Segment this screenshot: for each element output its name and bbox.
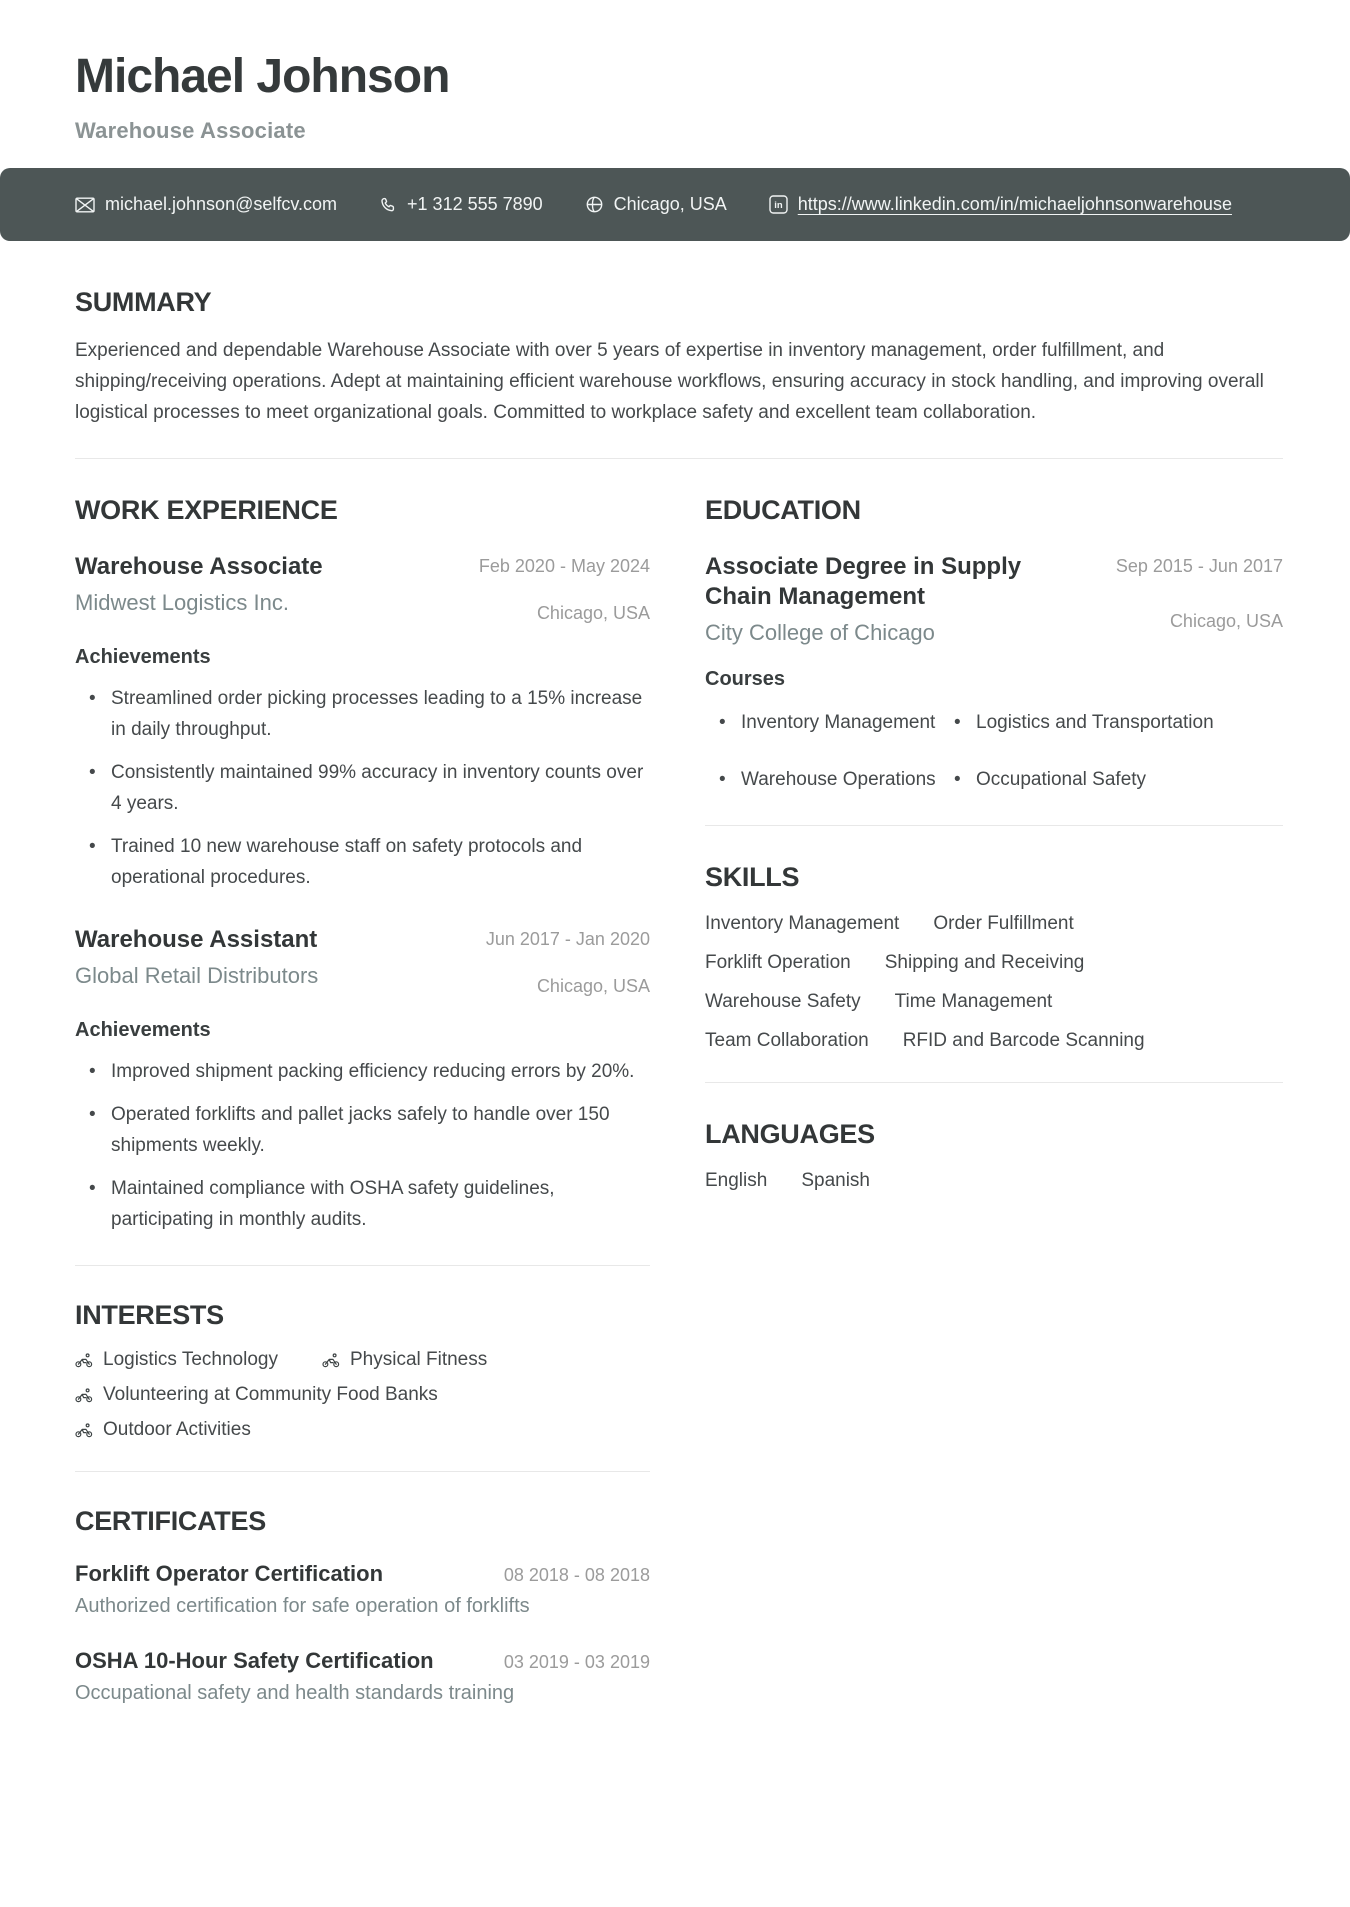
courses-list: [705, 707, 1283, 795]
certificates-heading: CERTIFICATES: [75, 1506, 266, 1537]
phone-icon: [379, 196, 397, 214]
job-meta: [486, 925, 650, 997]
job-location: Chicago, USA: [536, 603, 650, 624]
interest-label: Physical Fitness: [349, 1349, 488, 1371]
cyclist-icon: [75, 1423, 93, 1438]
contact-location: [585, 194, 727, 215]
work-experience-section: [75, 495, 650, 1235]
job-location: Chicago, USA: [536, 976, 650, 997]
interest-item: [75, 1349, 278, 1371]
courses-label: Courses: [705, 668, 786, 691]
interest-label: Logistics Technology: [103, 1349, 278, 1371]
cyclist-icon: [75, 1353, 93, 1368]
certificate-title: OSHA 10-Hour Safety Certification: [75, 1648, 434, 1674]
achievement-item: • Improved shipment packing efficiency reducing errors by 20%.: [75, 1056, 650, 1087]
work-heading: WORK EXPERIENCE: [75, 495, 338, 526]
left-column: [75, 495, 650, 1705]
candidate-title: Warehouse Associate: [75, 118, 306, 144]
course-item: • Occupational Safety: [940, 764, 1283, 795]
interests-list: [75, 1349, 650, 1441]
contact-phone-text: +1 312 555 7890: [407, 194, 543, 215]
section-divider: [705, 1082, 1283, 1083]
job-title: Warehouse Assistant: [75, 926, 318, 954]
right-column: [705, 495, 1283, 1192]
certificate-description: Occupational safety and health standards training: [75, 1682, 515, 1705]
job-titles: [75, 552, 461, 616]
section-divider: [75, 1471, 650, 1472]
section-divider: [75, 1265, 650, 1266]
course-item: • Logistics and Transportation: [940, 707, 1283, 738]
contact-email-text: michael.johnson@selfcv.com: [105, 194, 338, 215]
job-titles: [75, 925, 468, 989]
achievement-item: • Streamlined order picking processes leading to a 15% increase in daily throughput.: [75, 683, 650, 745]
education-meta: [1116, 552, 1283, 632]
certificate-dates: 08 2018 - 08 2018: [503, 1565, 650, 1586]
skill-item: Team Collaboration: [705, 1030, 869, 1052]
certificates-section: [75, 1506, 650, 1705]
interest-label: Outdoor Activities: [103, 1419, 251, 1441]
job-entry-head: [75, 552, 650, 624]
job-entry-head: [75, 925, 650, 997]
svg-text:in: in: [774, 200, 783, 212]
contact-email: [75, 194, 337, 215]
job-achievements-list: [75, 683, 650, 893]
skill-item: Forklift Operation: [705, 952, 851, 974]
skill-item: Shipping and Receiving: [884, 952, 1085, 974]
languages-section: [705, 1119, 1283, 1192]
candidate-name: Michael Johnson: [75, 50, 450, 103]
interests-heading: INTERESTS: [75, 1300, 224, 1331]
interest-row: [75, 1384, 650, 1406]
interest-item: [322, 1349, 487, 1371]
education-location: Chicago, USA: [1169, 611, 1283, 632]
interest-item: [75, 1384, 438, 1406]
languages-list: [705, 1170, 1225, 1192]
certificate-head: [75, 1561, 650, 1587]
education-heading: EDUCATION: [705, 495, 861, 526]
contact-location-text: Chicago, USA: [613, 194, 727, 215]
certificate-entry: [75, 1648, 650, 1705]
skills-heading: SKILLS: [705, 862, 800, 893]
education-dates: Sep 2015 - Jun 2017: [1115, 556, 1283, 577]
interest-row: [75, 1349, 650, 1371]
skill-item: Order Fulfillment: [933, 913, 1074, 935]
achievements-label: Achievements: [75, 646, 211, 669]
contact-linkedin: [769, 194, 1232, 215]
certificate-description: Authorized certification for safe operation of forklifts: [75, 1595, 530, 1618]
achievement-item: • Trained 10 new warehouse staff on safety protocols and operational procedures.: [75, 831, 650, 893]
achievement-item: • Operated forklifts and pallet jacks safely to handle over 150 shipments weekly.: [75, 1099, 650, 1161]
course-item: • Warehouse Operations: [705, 764, 940, 795]
cyclist-icon: [322, 1353, 340, 1368]
job-entry: [75, 925, 650, 1235]
achievement-item: • Consistently maintained 99% accuracy in inventory counts over 4 years.: [75, 757, 650, 819]
resume-header: [0, 0, 1350, 144]
contact-bar: [0, 168, 1350, 241]
education-titles: [705, 552, 1045, 646]
summary-heading: SUMMARY: [75, 287, 212, 318]
job-meta: [479, 552, 650, 624]
skill-item: Time Management: [894, 991, 1053, 1013]
section-divider: [705, 825, 1283, 826]
two-column-layout: [75, 495, 1283, 1705]
summary-text: Experienced and dependable Warehouse Associate with over 5 years of expertise in inventory management, order fulfillment, and shipping/receiving operations. Adept at maintaining efficient warehouse workflows, ensuring accuracy in stock handling, and improving overall logistical processes to meet organizational goals. Committed to workplace safety and excellent team collaboration.: [75, 340, 1264, 424]
languages-heading: LANGUAGES: [705, 1119, 875, 1150]
certificate-entry: [75, 1561, 650, 1618]
course-item: • Inventory Management: [705, 707, 940, 738]
certificate-dates: 03 2019 - 03 2019: [503, 1652, 650, 1673]
job-achievements-list: [75, 1056, 650, 1235]
certificate-head: [75, 1648, 650, 1674]
section-divider: [75, 458, 1283, 459]
achievement-item: • Maintained compliance with OSHA safety guidelines, participating in monthly audits.: [75, 1173, 650, 1235]
job-title: Warehouse Associate: [75, 553, 323, 581]
job-dates: Jun 2017 - Jan 2020: [485, 929, 650, 950]
linkedin-link[interactable]: https://www.linkedin.com/in/michaeljohnsonwarehouse: [797, 194, 1232, 215]
job-company: Midwest Logistics Inc.: [75, 590, 289, 616]
interest-row: [75, 1419, 650, 1441]
certificate-title: Forklift Operator Certification: [75, 1561, 384, 1587]
globe-icon: [585, 195, 604, 214]
cyclist-icon: [75, 1388, 93, 1403]
achievements-label: Achievements: [75, 1019, 211, 1042]
job-company: Global Retail Distributors: [75, 963, 319, 989]
degree-title: Associate Degree in Supply Chain Management: [705, 553, 1022, 611]
linkedin-icon: [769, 195, 788, 214]
email-icon: [75, 197, 95, 213]
skills-list: [705, 913, 1225, 1052]
skill-item: RFID and Barcode Scanning: [902, 1030, 1145, 1052]
skill-item: Warehouse Safety: [705, 991, 861, 1013]
summary-section: [75, 287, 1283, 428]
job-entry: [75, 552, 650, 893]
school-name: City College of Chicago: [705, 620, 935, 646]
job-dates: Feb 2020 - May 2024: [478, 556, 650, 577]
language-item: Spanish: [801, 1170, 870, 1192]
resume-body: [0, 287, 1350, 1705]
interests-section: [75, 1300, 650, 1441]
education-entry: [705, 552, 1283, 795]
language-item: English: [705, 1170, 768, 1192]
interest-label: Volunteering at Community Food Banks: [103, 1384, 438, 1406]
contact-phone: [379, 194, 543, 215]
skills-section: [705, 862, 1283, 1052]
education-section: [705, 495, 1283, 795]
interest-item: [75, 1419, 251, 1441]
education-entry-head: [705, 552, 1283, 646]
skill-item: Inventory Management: [705, 913, 900, 935]
